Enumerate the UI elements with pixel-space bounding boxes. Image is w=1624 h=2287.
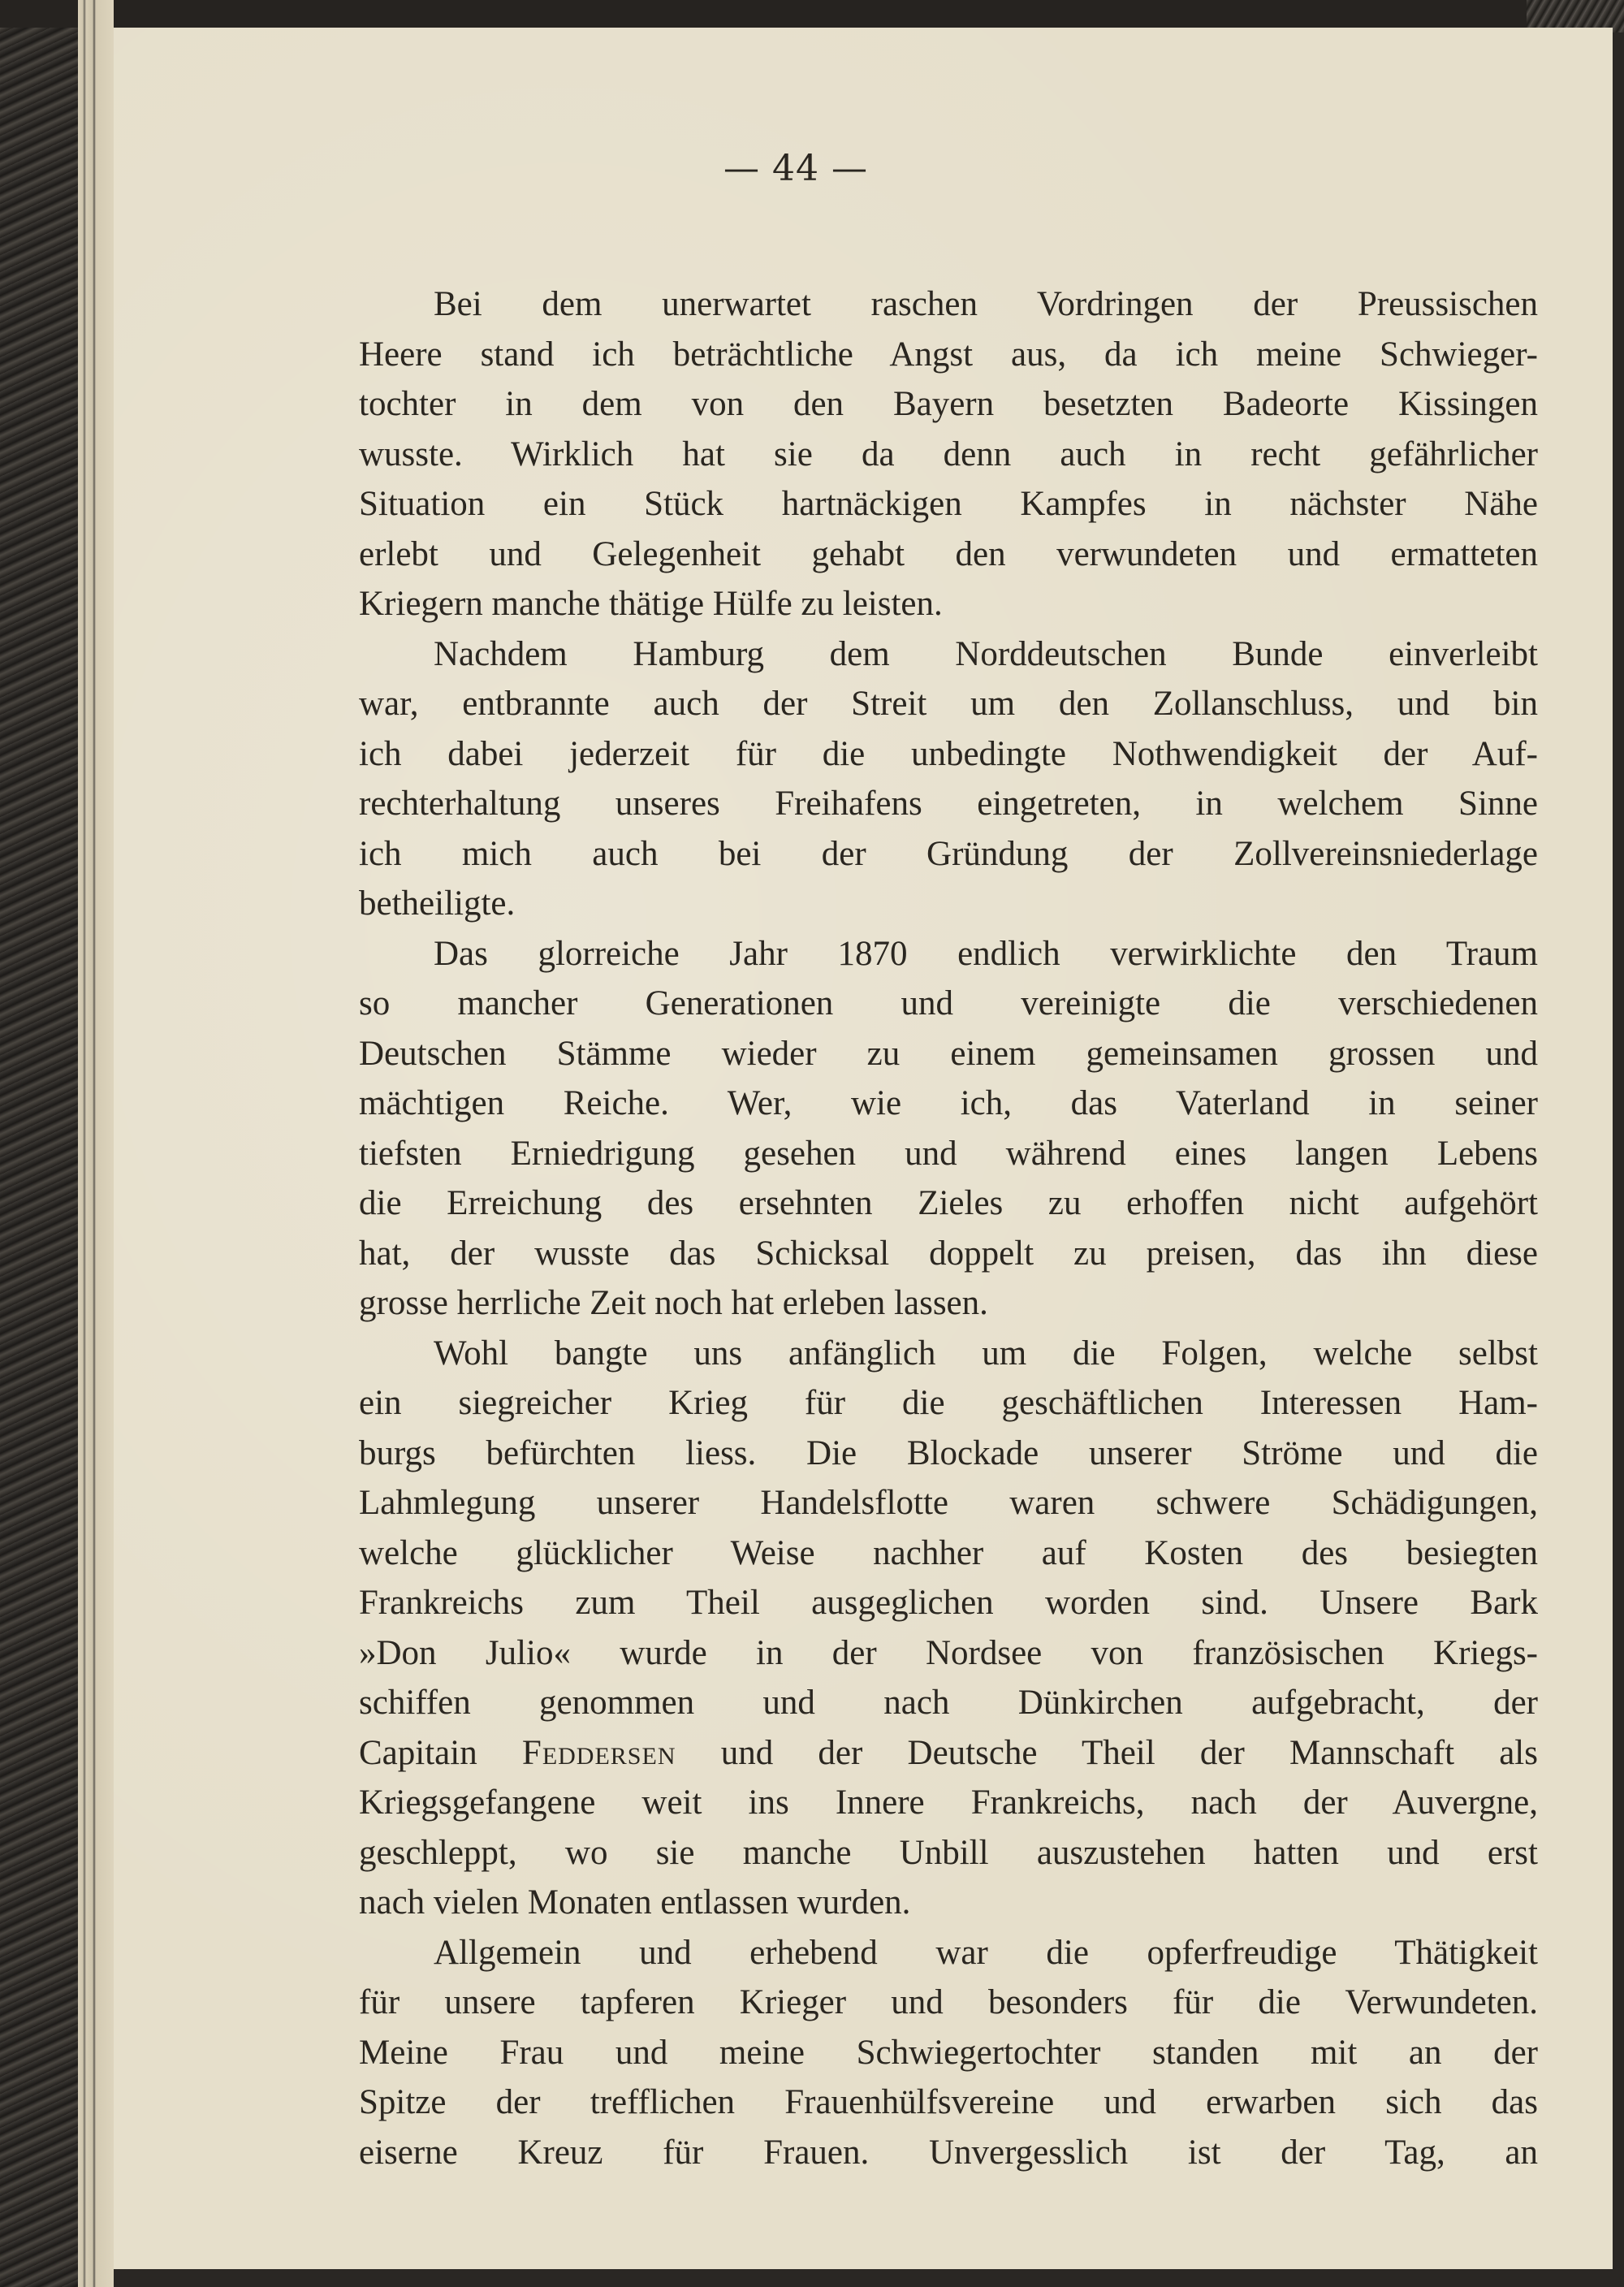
text-line: Meine Frau und meine Schwiegertochter standen mit an der (359, 2033, 1538, 2072)
text-line: war, entbrannte auch der Streit um den Zollanschluss, und bin (359, 685, 1538, 723)
text-line: Wohl bangte uns anfänglich um die Folgen, welche selbst (434, 1334, 1538, 1373)
text-line: Nachdem Hamburg dem Norddeutschen Bunde einverleibt (434, 634, 1538, 673)
text-line: ich mich auch bei der Gründung der Zollvereinsniederlage (359, 834, 1538, 873)
text-line: tiefsten Erniedrigung gesehen und während eines langen Lebens (359, 1134, 1538, 1173)
text-line: Capitain Feddersen und der Deutsche Theil der Mannschaft als (359, 1733, 1538, 1772)
body-text (359, 279, 1538, 2177)
text-line: Deutschen Stämme wieder zu einem gemeinsamen grossen und (359, 1034, 1538, 1073)
page-number: — 44 — (723, 148, 868, 189)
text-line: betheiligte. (359, 884, 516, 923)
text-line: grosse herrliche Zeit noch hat erleben lassen. (359, 1284, 988, 1322)
text-line: geschleppt, wo sie manche Unbill auszustehen hatten und erst (359, 1833, 1538, 1872)
top-edge (0, 0, 1624, 28)
text-line: rechterhaltung unseres Freihafens eingetreten, in welchem Sinne (359, 785, 1538, 823)
page-sheet (114, 28, 1613, 2269)
text-line: tochter in dem von den Bayern besetzten Badeorte Kissingen (359, 385, 1538, 423)
text-line: so mancher Generationen und vereinigte die verschiedenen (359, 984, 1538, 1022)
text-line: welche glücklicher Weise nachher auf Kosten des besiegten (359, 1533, 1538, 1572)
text-line: Heere stand ich beträchtliche Angst aus, da ich meine Schwieger- (359, 335, 1538, 374)
text-line: Bei dem unerwartet raschen Vordringen der Preussischen (434, 285, 1538, 323)
text-line: burgs befürchten liess. Die Blockade unserer Ströme und die (359, 1433, 1538, 1472)
book-binding (0, 0, 81, 2287)
page-gutter (78, 0, 114, 2287)
text-line: schiffen genommen und nach Dünkirchen aufgebracht, der (359, 1684, 1538, 1722)
text-line: Kriegern manche thätige Hülfe zu leisten. (359, 585, 943, 623)
text-line: nach vielen Monaten entlassen wurden. (359, 1883, 911, 1922)
text-line: wusste. Wirklich hat sie da denn auch in recht gefährlicher (359, 434, 1538, 473)
text-line: eiserne Kreuz für Frauen. Unvergesslich ist der Tag, an (359, 2133, 1538, 2172)
text-line: »Don Julio« wurde in der Nordsee von französischen Kriegs- (359, 1633, 1538, 1672)
text-line: für unsere tapferen Krieger und besonders für die Verwundeten. (359, 1983, 1538, 2021)
text-line: Frankreichs zum Theil ausgeglichen worden sind. Unsere Bark (359, 1584, 1538, 1622)
text-line: Lahmlegung unserer Handelsflotte waren schwere Schädigungen, (359, 1484, 1538, 1522)
text-line: ein siegreicher Krieg für die geschäftlichen Interessen Ham- (359, 1384, 1538, 1422)
text-line: ich dabei jederzeit für die unbedingte Nothwendigkeit der Auf- (359, 734, 1538, 773)
text-line: die Erreichung des ersehnten Zieles zu erhoffen nicht aufgehört (359, 1184, 1538, 1222)
text-line: Kriegsgefangene weit ins Innere Frankreichs, nach der Auvergne, (359, 1783, 1538, 1822)
text-line: Situation ein Stück hartnäckigen Kampfes in nächster Nähe (359, 485, 1538, 523)
text-line: hat, der wusste das Schicksal doppelt zu preisen, das ihn diese (359, 1234, 1538, 1273)
text-line: erlebt und Gelegenheit gehabt den verwundeten und ermatteten (359, 534, 1538, 573)
text-line: Das glorreiche Jahr 1870 endlich verwirklichte den Traum (434, 934, 1538, 973)
name-small-caps: Feddersen (521, 1733, 676, 1772)
text-line: mächtigen Reiche. Wer, wie ich, das Vaterland in seiner (359, 1084, 1538, 1122)
text-line: Allgemein und erhebend war die opferfreudige Thätigkeit (434, 1933, 1538, 1972)
text-line: Spitze der trefflichen Frauenhülfsvereine und erwarben sich das (359, 2083, 1538, 2121)
